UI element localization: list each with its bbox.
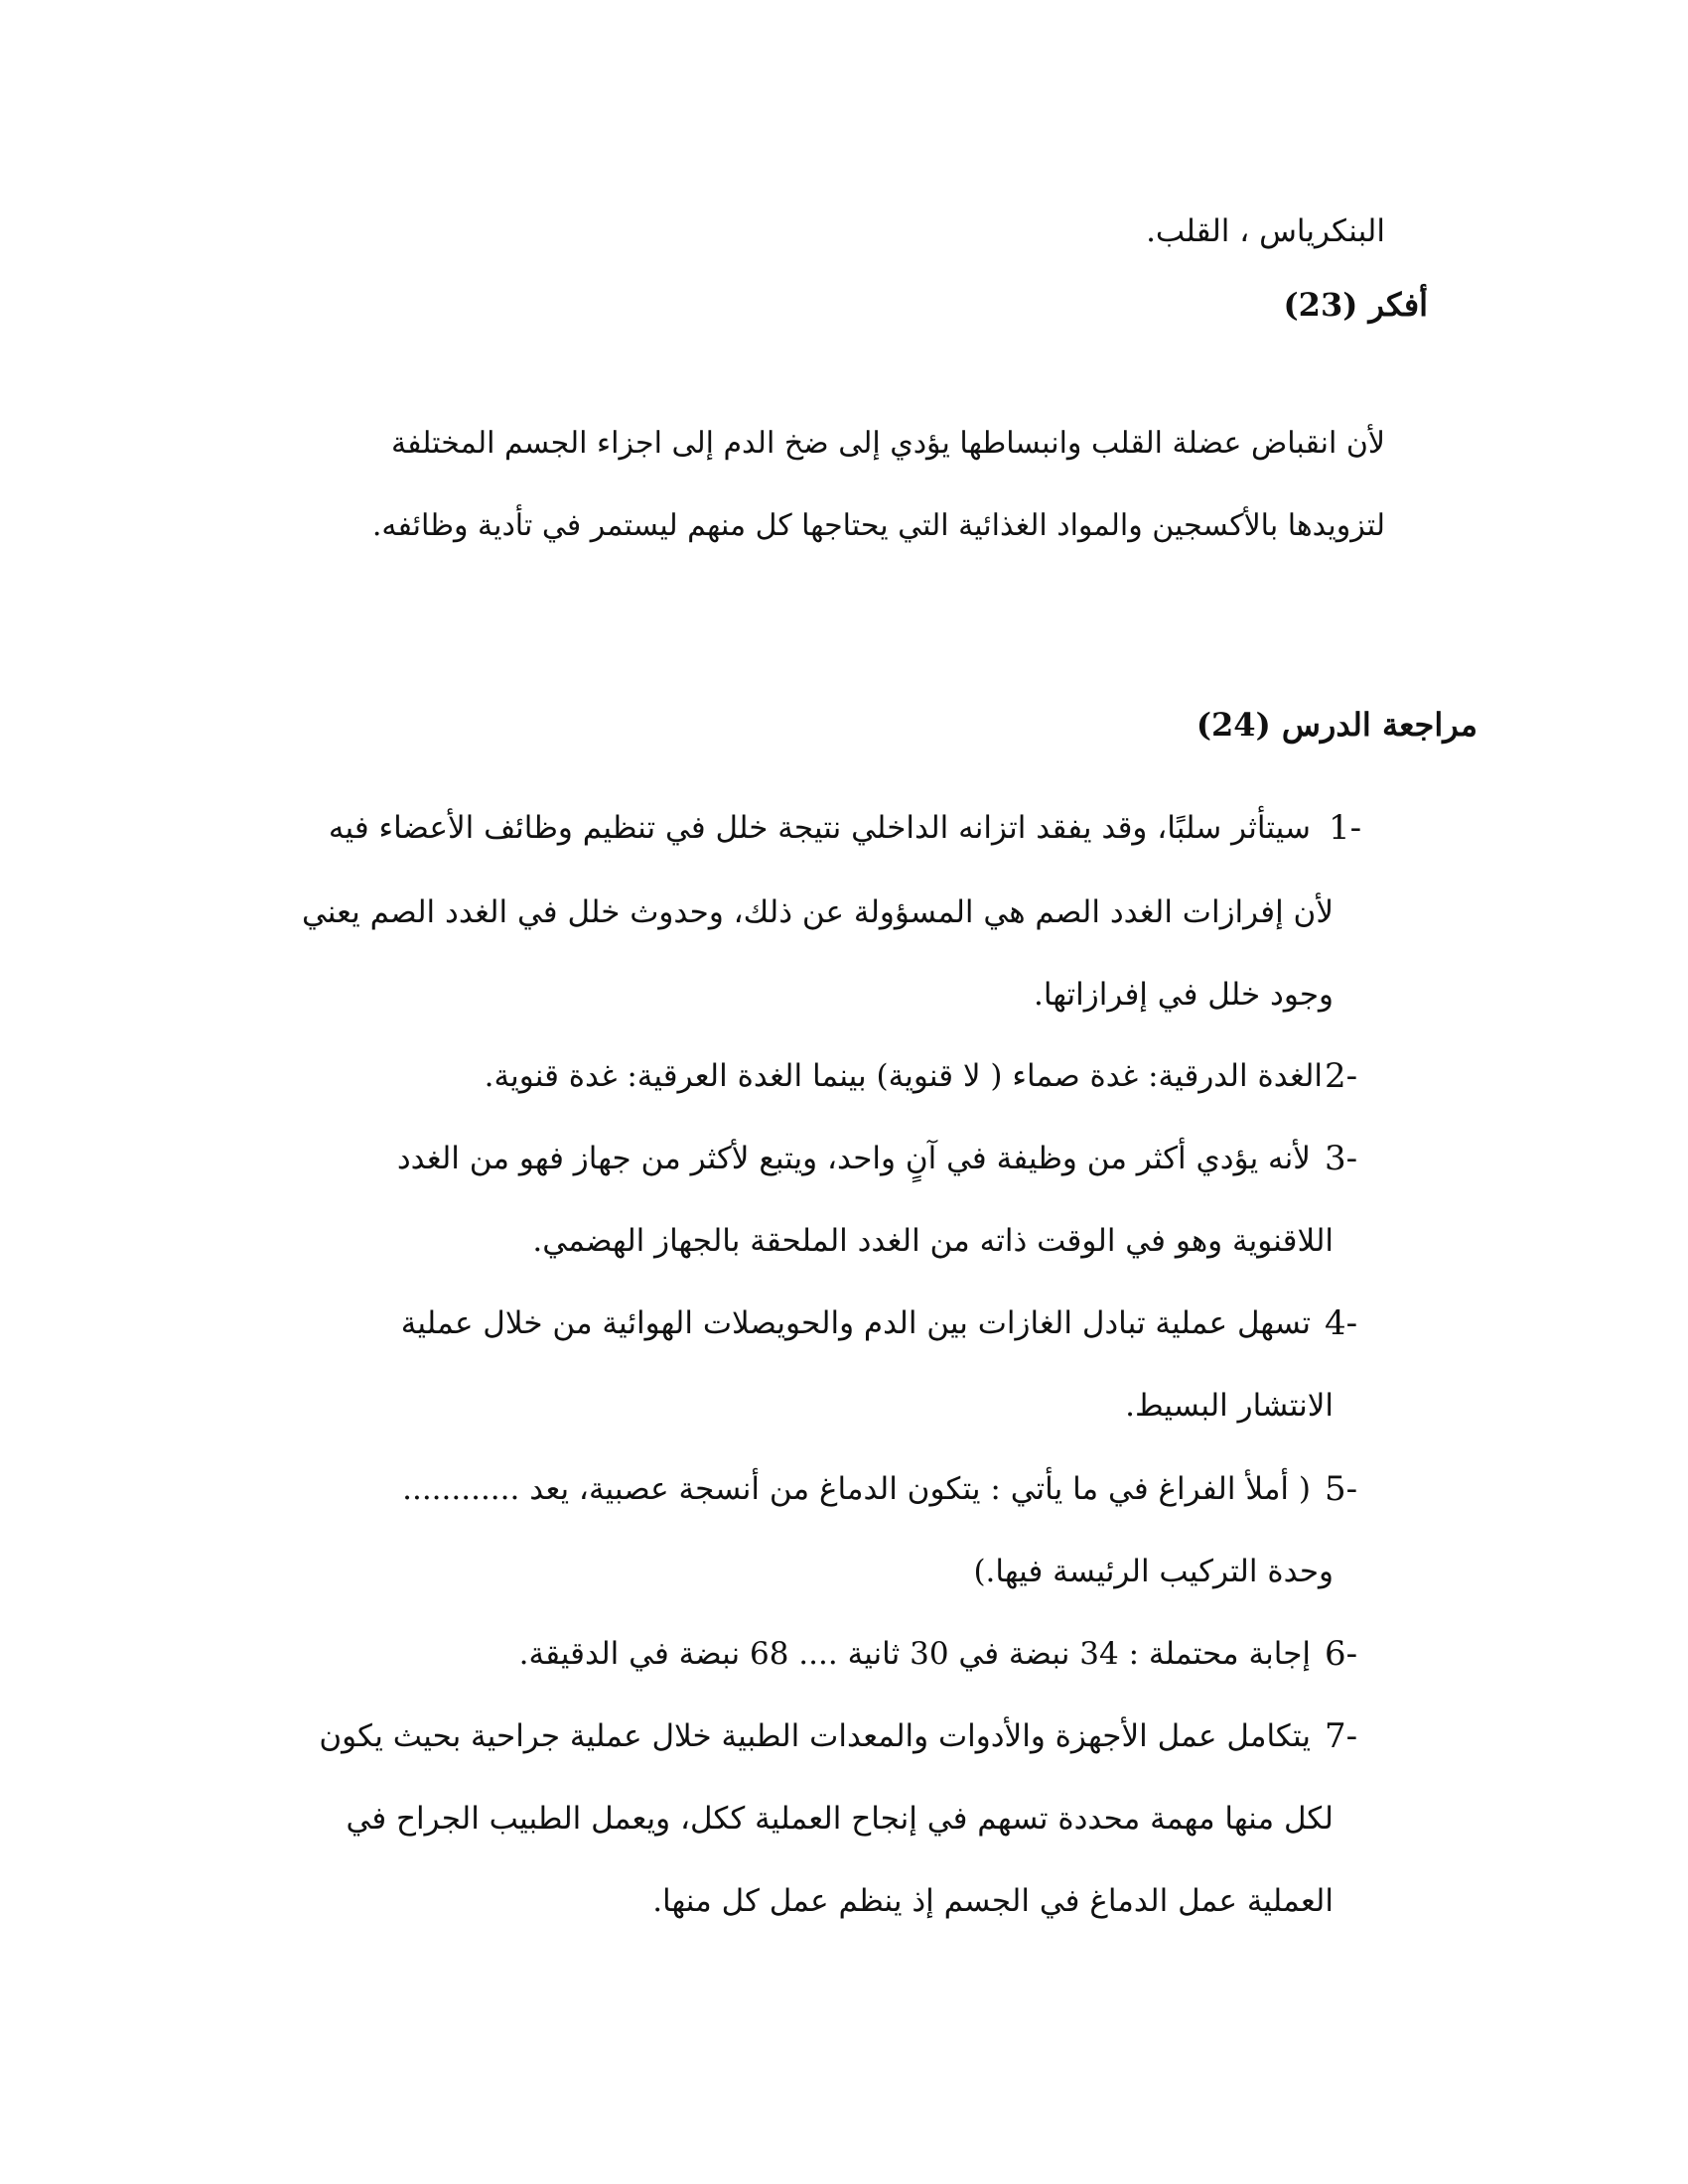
item-6-number: 6- [1325,1634,1358,1674]
item-7-number: 7- [1325,1716,1358,1756]
item-3-line-2: اللاقنوية وهو في الوقت ذاته من الغدد الملحقة بالجهاز الهضمي. [532,1223,1334,1259]
item-2-number: 2- [1325,1056,1358,1096]
review-heading: مراجعة الدرس (24) [1196,706,1477,744]
item-6-line-1: إجابة محتملة : 34 نبضة في 30 ثانية .... 68 نبضة في الدقيقة. [518,1636,1311,1672]
item-7-line-2: لكل منها مهمة محددة تسهم في إنجاح العملية ككل، ويعمل الطبيب الجراح في [346,1801,1334,1837]
intro-line: البنكرياس ، القلب. [1146,213,1385,249]
think-line-1: لأن انقباض عضلة القلب وانبساطها يؤدي إلى ضخ الدم إلى اجزاء الجسم المختلفة [390,426,1385,461]
item-3-number: 3- [1325,1139,1358,1178]
item-7-line-3: العملية عمل الدماغ في الجسم إذ ينظم عمل كل منها. [652,1883,1334,1919]
item-1-number: 1- [1329,808,1362,848]
item-5-number: 5- [1325,1469,1358,1509]
item-5-line-2: وحدة التركيب الرئيسة فيها.) [973,1554,1334,1589]
item-2-line-1: الغدة الدرقية: غدة صماء ( لا قنوية) بينما الغدة العرقية: غدة قنوية. [484,1058,1323,1094]
think-line-2: لتزويدها بالأكسجين والمواد الغذائية التي يحتاجها كل منهم ليستمر في تأدية وظائفه. [371,508,1385,543]
item-1-line-3: وجود خلل في إفرازاتها. [1033,977,1334,1013]
item-1-line-2: لأن إفرازات الغدد الصم هي المسؤولة عن ذلك، وحدوث خلل في الغدد الصم يعني [301,894,1334,930]
item-5-line-1: ( أملأ الفراغ في ما يأتي : يتكون الدماغ من أنسجة عصبية، يعد ............ [402,1471,1311,1507]
item-4-number: 4- [1325,1303,1358,1343]
item-7-line-1: يتكامل عمل الأجهزة والأدوات والمعدات الطبية خلال عملية جراحية بحيث يكون [319,1718,1311,1754]
item-1-line-1: سيتأثر سلبًا، وقد يفقد اتزانه الداخلي نتيجة خلل في تنظيم وظائف الأعضاء فيه [328,810,1311,846]
item-4-line-1: تسهل عملية تبادل الغازات بين الدم والحويصلات الهوائية من خلال عملية [400,1305,1311,1341]
item-4-line-2: الانتشار البسيط. [1125,1388,1334,1424]
think-heading: أفكر (23) [1283,286,1428,324]
item-3-line-1: لأنه يؤدي أكثر من وظيفة في آنٍ واحد، ويتبع لأكثر من جهاز فهو من الغدد [396,1141,1311,1176]
